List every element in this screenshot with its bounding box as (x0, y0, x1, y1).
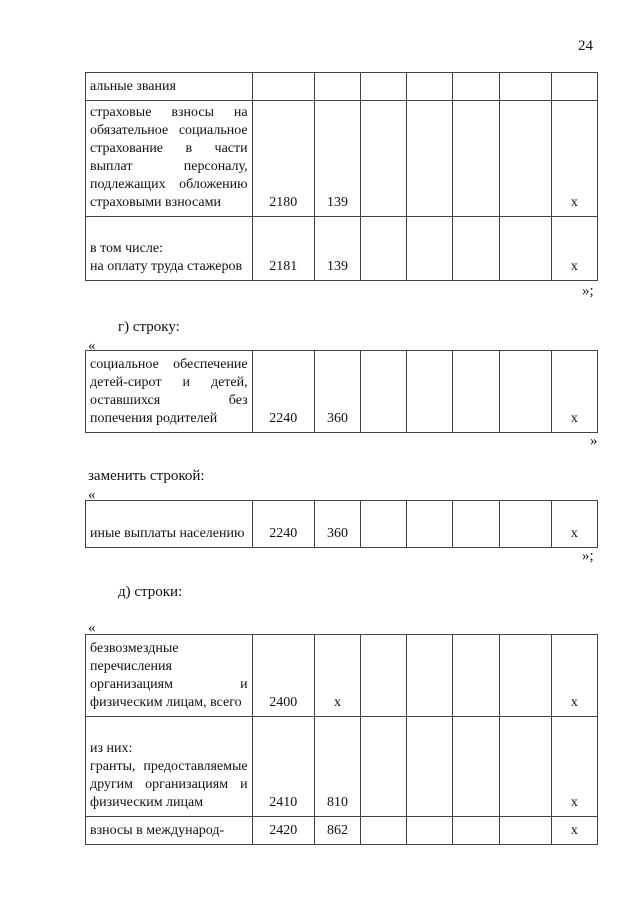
row-label: из них: гранты, предоставляемые другим организациям и физическим лицам (86, 717, 253, 817)
row-x: х (551, 217, 597, 281)
item-g-heading: г) строку: (118, 319, 180, 335)
table-row (86, 501, 598, 548)
row-x (551, 73, 597, 101)
row-kosgu: 360 (314, 501, 360, 548)
row-x: х (551, 817, 597, 845)
row-code: 2410 (252, 717, 314, 817)
table-rows-block (85, 634, 598, 845)
row-code: 2240 (252, 501, 314, 548)
row-label: страховые взносы на обязательное социальное страхование в части выплат персоналу, подлежащих обложению страховыми взносами (86, 101, 253, 217)
row-x: х (551, 635, 597, 717)
item-d-heading: д) строки: (118, 584, 183, 600)
row-label: иные выплаты населению (86, 501, 253, 548)
table-row (86, 351, 598, 433)
open-quote: « (88, 487, 96, 503)
replace-label: заменить строкой: (88, 468, 205, 484)
row-kosgu: х (314, 635, 360, 717)
open-quote: « (88, 338, 96, 354)
row-code (252, 73, 314, 101)
close-quote: » (590, 433, 598, 449)
row-kosgu: 139 (314, 101, 360, 217)
page-number: 24 (578, 38, 593, 54)
table-row (86, 73, 598, 101)
row-label: безвозмездные перечисления организациям и физическим лицам, всего (86, 635, 253, 717)
row-x: х (551, 717, 597, 817)
open-quote: « (88, 620, 96, 636)
table-replacement-row (85, 500, 598, 548)
row-code: 2181 (252, 217, 314, 281)
row-code: 2180 (252, 101, 314, 217)
row-kosgu: 360 (314, 351, 360, 433)
table-row (86, 101, 598, 217)
row-label: в том числе: на оплату труда стажеров (86, 217, 253, 281)
row-x: х (551, 351, 597, 433)
row-kosgu (314, 73, 360, 101)
table-original-row (85, 350, 598, 433)
table-row (86, 217, 598, 281)
table-continuation (85, 72, 598, 281)
close-quote: »; (582, 548, 594, 564)
row-label: взносы в международ- (86, 817, 253, 845)
row-kosgu: 862 (314, 817, 360, 845)
close-quote: »; (582, 283, 594, 299)
row-label: социальное обеспечение детей-сирот и детей, оставшихся без попечения родителей (86, 351, 253, 433)
table-row (86, 635, 598, 717)
table-row (86, 817, 598, 845)
row-code: 2240 (252, 351, 314, 433)
row-kosgu: 139 (314, 217, 360, 281)
row-code: 2400 (252, 635, 314, 717)
row-x: х (551, 501, 597, 548)
table-row (86, 717, 598, 817)
row-code: 2420 (252, 817, 314, 845)
row-kosgu: 810 (314, 717, 360, 817)
row-label: альные звания (86, 73, 253, 101)
row-x: х (551, 101, 597, 217)
